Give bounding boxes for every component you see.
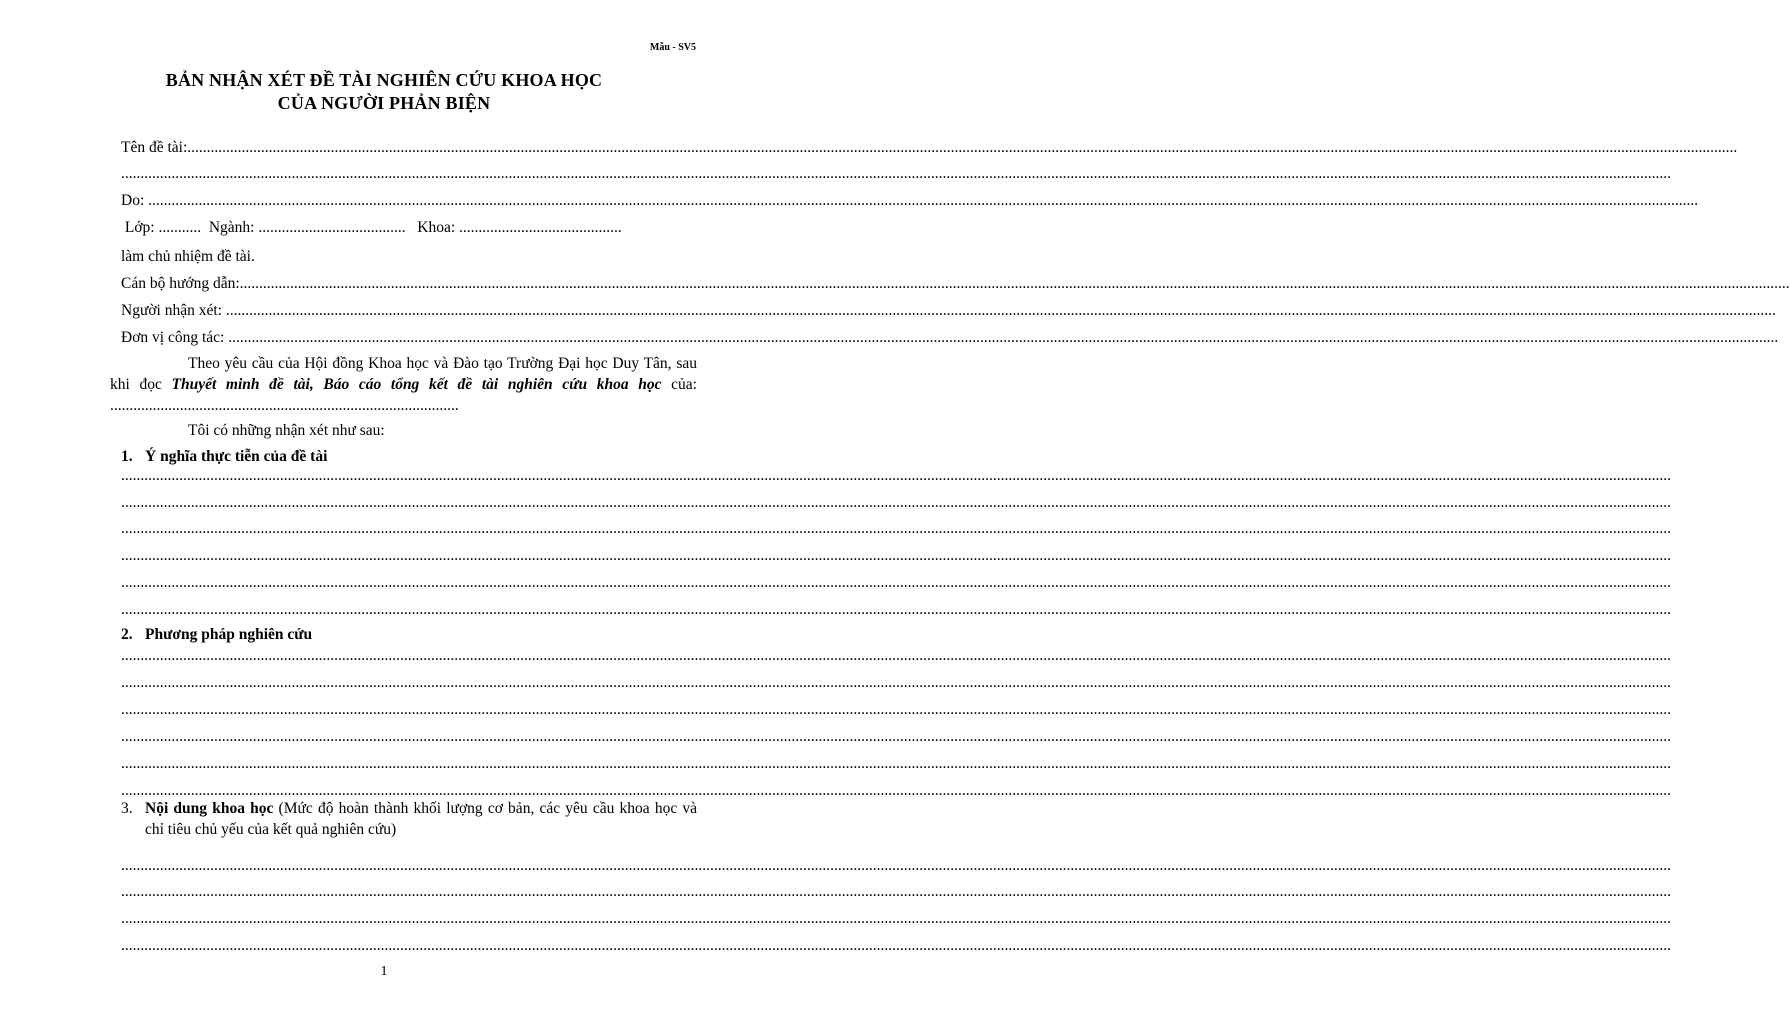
comments-intro: Tôi có những nhận xét như sau:	[188, 422, 385, 439]
faculty-dots: ..........................................	[459, 219, 622, 236]
major-label: Ngành:	[201, 219, 259, 236]
topic-label: Tên đề tài:	[121, 139, 188, 156]
intro-text-after: của: ..........................................................................................	[110, 376, 697, 414]
section-description: (Mức độ hoàn thành khối lượng cơ bản, các yêu cầu khoa học và chỉ tiêu chủ yếu của kết quả nghiên cứu)	[145, 800, 698, 838]
advisor-field	[121, 274, 1790, 294]
section-number: 3.	[121, 800, 133, 817]
dotted-line: ................................................................................................................................................................................................................................................................................................................................................................................................................	[239, 275, 1790, 292]
dotted-line: ................................................................................................................................................................................................................................................................................................................................................................................................................	[121, 547, 1671, 564]
workplace-field	[121, 328, 1779, 348]
class-dots: ...........	[158, 219, 202, 236]
section-number: 2.	[121, 626, 133, 643]
document-subtitle: CỦA NGƯỜI PHẢN BIỆN	[277, 93, 491, 113]
section-title: Nội dung khoa học	[145, 800, 274, 817]
class-major-faculty-row	[121, 218, 711, 238]
topic-field	[121, 138, 1738, 158]
document-title: BẢN NHẬN XÉT ĐỀ TÀI NGHIÊN CỨU KHOA HỌC	[165, 70, 603, 90]
section-title: Ý nghĩa thực tiễn của đề tài	[145, 448, 328, 465]
section-3-heading	[121, 798, 697, 840]
faculty-label: Khoa:	[405, 219, 460, 236]
dotted-line: ................................................................................................................................................................................................................................................................................................................................................................................................................	[187, 139, 1738, 156]
reviewer-field	[121, 301, 1776, 321]
dotted-line: ................................................................................................................................................................................................................................................................................................................................................................................................................	[121, 701, 1671, 718]
dotted-line: ................................................................................................................................................................................................................................................................................................................................................................................................................	[121, 647, 1671, 664]
by-field	[121, 191, 1699, 211]
dotted-line: ................................................................................................................................................................................................................................................................................................................................................................................................................	[121, 782, 1671, 799]
dotted-line: ................................................................................................................................................................................................................................................................................................................................................................................................................	[121, 574, 1671, 591]
dotted-line: ................................................................................................................................................................................................................................................................................................................................................................................................................	[121, 165, 1671, 182]
class-label: Lớp:	[121, 219, 159, 236]
dotted-line: ................................................................................................................................................................................................................................................................................................................................................................................................................	[121, 520, 1671, 537]
workplace-label: Đơn vị công tác:	[121, 329, 229, 346]
section-1-heading	[121, 447, 327, 467]
intro-paragraph	[110, 353, 697, 416]
section-number: 1.	[121, 448, 133, 465]
dotted-line: ................................................................................................................................................................................................................................................................................................................................................................................................................	[121, 883, 1671, 900]
leader-text: làm chủ nhiệm đề tài.	[121, 248, 255, 265]
intro-document-names: Thuyết minh đề tài, Báo cáo tổng kết đề tài nghiên cứu khoa học	[171, 376, 662, 393]
dotted-line: ................................................................................................................................................................................................................................................................................................................................................................................................................	[121, 857, 1671, 874]
section-2-heading	[121, 625, 312, 645]
dotted-line: ................................................................................................................................................................................................................................................................................................................................................................................................................	[121, 910, 1671, 927]
dotted-line: ................................................................................................................................................................................................................................................................................................................................................................................................................	[121, 601, 1671, 618]
by-label: Do:	[121, 192, 149, 209]
dotted-line: ................................................................................................................................................................................................................................................................................................................................................................................................................	[148, 192, 1699, 209]
dotted-line: ................................................................................................................................................................................................................................................................................................................................................................................................................	[121, 467, 1671, 484]
intro-text: Theo yêu cầu của Hội đồng Khoa học và Đào tạo Trường Đại học Duy Tân, sau khi đọc	[110, 355, 697, 393]
advisor-label: Cán bộ hướng dẫn:	[121, 275, 240, 292]
dotted-line: ................................................................................................................................................................................................................................................................................................................................................................................................................	[121, 728, 1671, 745]
section-title: Phương pháp nghiên cứu	[145, 626, 313, 643]
page-number: 1	[380, 964, 388, 979]
reviewer-label: Người nhận xét:	[121, 302, 226, 319]
dotted-line: ................................................................................................................................................................................................................................................................................................................................................................................................................	[225, 302, 1776, 319]
dotted-line: ................................................................................................................................................................................................................................................................................................................................................................................................................	[121, 674, 1671, 691]
dotted-line: ................................................................................................................................................................................................................................................................................................................................................................................................................	[121, 937, 1671, 954]
dotted-line: ................................................................................................................................................................................................................................................................................................................................................................................................................	[121, 755, 1671, 772]
dotted-line: ................................................................................................................................................................................................................................................................................................................................................................................................................	[228, 329, 1779, 346]
major-dots: ......................................	[258, 219, 406, 236]
dotted-line: ................................................................................................................................................................................................................................................................................................................................................................................................................	[121, 494, 1671, 511]
form-code: Mẫu - SV5	[649, 42, 696, 53]
